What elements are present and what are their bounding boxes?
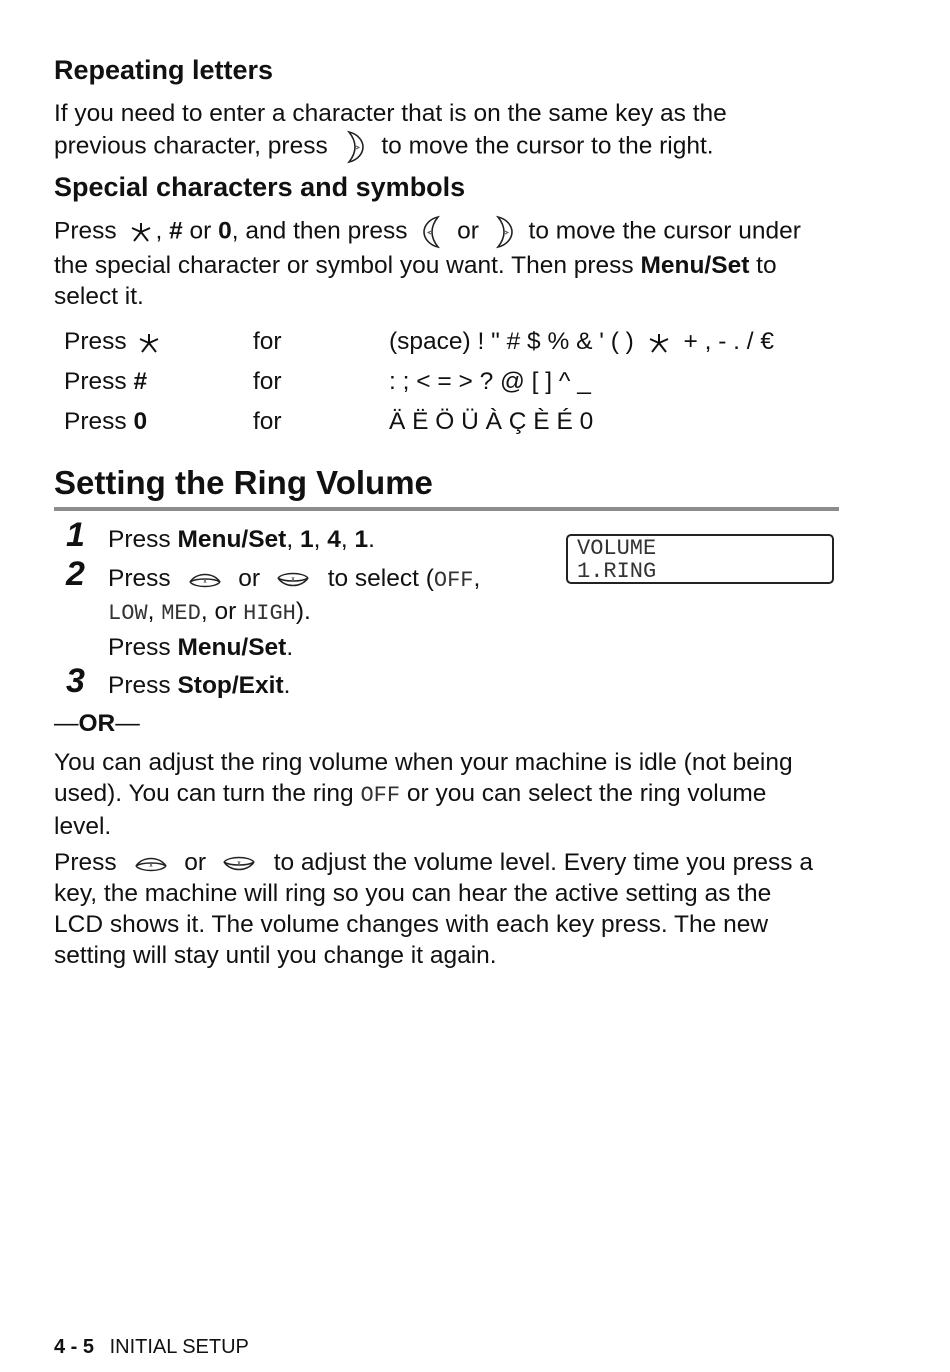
special-characters-paragraph bbox=[54, 214, 801, 312]
volume-up-key-icon bbox=[133, 852, 169, 876]
idle-adjust-paragraph: You can adjust the ring volume when your machine is idle (not being used). You can turn the ring OFF or you can select the ring volume level. bbox=[54, 749, 793, 840]
page-footer bbox=[54, 1336, 249, 1359]
star-key-icon bbox=[137, 331, 161, 355]
right-arrow-key-icon bbox=[341, 129, 367, 165]
volume-down-key-icon bbox=[275, 568, 311, 592]
lcd-display bbox=[566, 534, 834, 584]
step-2-text: Press or to select (OFF, LOW, MED, or HIGH). bbox=[108, 565, 481, 626]
step-2-number: 2 bbox=[66, 555, 85, 593]
special-characters-heading: Special characters and symbols bbox=[54, 172, 466, 202]
special-line-1: Press , # or 0, and then press or to move the cursor under bbox=[54, 214, 801, 250]
ring-volume-title: Setting the Ring Volume bbox=[54, 464, 433, 501]
volume-down-key-icon bbox=[221, 852, 257, 876]
table-row: Press 0 for Ä Ë Ö Ü À Ç È É 0 bbox=[64, 408, 594, 435]
lcd-line-2: 1.RING bbox=[577, 559, 657, 584]
repeating-line-1: If you need to enter a character that is on the same key as the bbox=[54, 100, 727, 127]
volume-level-paragraph: Press or to adjust the volume level. Every time you press a key, the machine will ring so you can hear the active setting as the LCD shows it. The volume changes with each key press. The new setting will stay until you change it again. bbox=[54, 849, 813, 969]
section-name: INITIAL SETUP bbox=[109, 1336, 249, 1358]
step-1-number: 1 bbox=[66, 516, 85, 554]
star-key-icon bbox=[647, 331, 671, 355]
step-2b-text: Press Menu/Set. bbox=[108, 634, 294, 661]
repeating-letters-heading: Repeating letters bbox=[54, 55, 274, 85]
volume-up-key-icon bbox=[187, 568, 223, 592]
lcd-line-1: VOLUME bbox=[577, 536, 657, 561]
repeating-line-2: previous character, press to move the cursor to the right. bbox=[54, 129, 727, 165]
page-number: 4 - 5 bbox=[54, 1336, 95, 1358]
step-3-number: 3 bbox=[66, 662, 85, 700]
left-arrow-key-icon bbox=[420, 214, 446, 250]
repeating-letters-paragraph bbox=[54, 98, 727, 165]
euro-sign: € bbox=[760, 328, 775, 355]
special-line-2: the special character or symbol you want. Then press Menu/Set to bbox=[54, 252, 777, 279]
table-row: Press for (space) ! " # $ % & ' ( ) + , - . / € bbox=[64, 328, 775, 355]
table-row: Press # for : ; < = > ? @ [ ] ^ _ bbox=[64, 368, 591, 395]
special-character-table bbox=[64, 326, 824, 446]
special-line-3: select it. bbox=[54, 283, 144, 310]
right-arrow-key-icon bbox=[490, 214, 516, 250]
star-key-icon bbox=[129, 220, 153, 244]
title-rule bbox=[54, 507, 839, 511]
step-1-text: Press Menu/Set, 1, 4, 1. bbox=[108, 526, 375, 553]
or-separator: —OR— bbox=[54, 710, 140, 737]
step-3-text: Press Stop/Exit. bbox=[108, 672, 291, 699]
